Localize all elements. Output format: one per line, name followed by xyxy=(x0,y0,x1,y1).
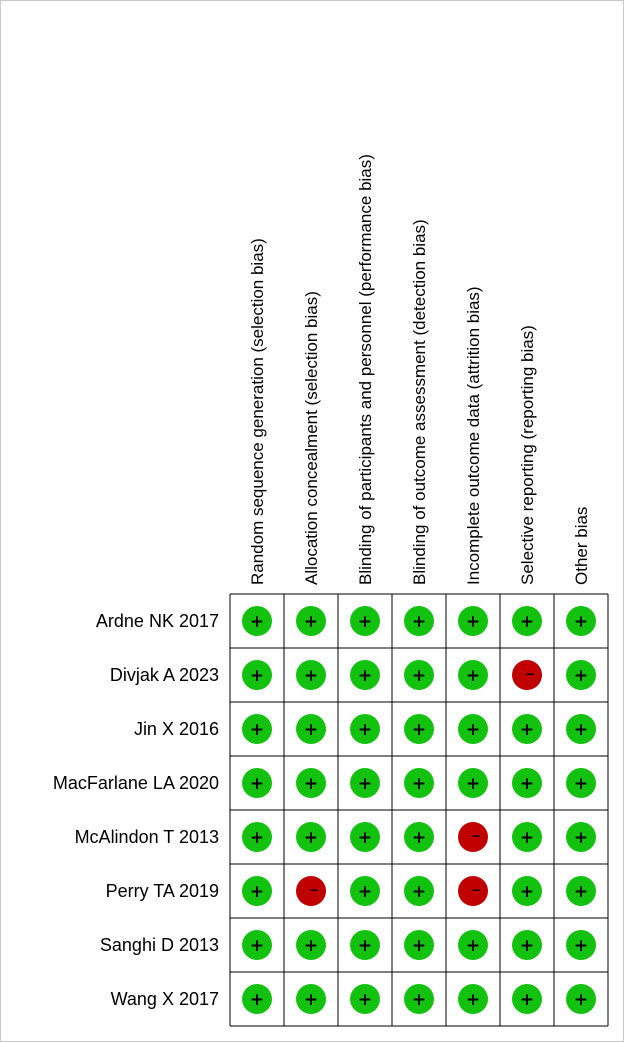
study-label: Divjak A 2023 xyxy=(109,665,219,685)
judgement-symbol: + xyxy=(465,990,481,1010)
judgement-symbol: + xyxy=(411,612,427,632)
judgement-symbol: + xyxy=(303,720,319,740)
judgement-symbol: + xyxy=(411,990,427,1010)
domain-label: Other bias xyxy=(572,506,591,585)
judgement-symbol: + xyxy=(303,990,319,1010)
judgement-symbol: + xyxy=(573,882,589,902)
judgement-symbol: − xyxy=(470,829,482,843)
judgement-symbol: + xyxy=(573,774,589,794)
domain-label: Selective reporting (reporting bias) xyxy=(518,325,537,585)
judgement-symbol: + xyxy=(519,774,535,794)
judgement-symbol: + xyxy=(465,936,481,956)
study-label: Jin X 2016 xyxy=(133,719,219,739)
judgement-symbol: + xyxy=(519,828,535,848)
study-label: McAlindon T 2013 xyxy=(74,827,219,847)
judgement-symbol: + xyxy=(303,774,319,794)
domain-label: Incomplete outcome data (attrition bias) xyxy=(464,286,483,585)
study-label: Wang X 2017 xyxy=(110,989,219,1009)
judgement-symbol: + xyxy=(303,666,319,686)
judgement-symbol: + xyxy=(303,612,319,632)
domain-label: Blinding of outcome assessment (detection bias) xyxy=(410,219,429,585)
judgement-symbol: + xyxy=(465,720,481,740)
judgement-symbol: + xyxy=(357,720,373,740)
judgement-symbol: + xyxy=(519,990,535,1010)
judgement-symbol: + xyxy=(411,720,427,740)
judgement-symbol: + xyxy=(357,666,373,686)
judgement-symbol: + xyxy=(357,882,373,902)
judgement-symbol: + xyxy=(519,936,535,956)
judgement-symbol: + xyxy=(519,612,535,632)
judgement-symbol: + xyxy=(357,828,373,848)
domain-label: Random sequence generation (selection bias) xyxy=(248,238,267,585)
judgement-symbol: + xyxy=(573,828,589,848)
judgement-symbol: − xyxy=(470,883,482,897)
domain-label: Allocation concealment (selection bias) xyxy=(302,291,321,585)
study-label: Sanghi D 2013 xyxy=(99,935,219,955)
judgement-symbol: + xyxy=(249,774,265,794)
judgement-symbol: + xyxy=(519,882,535,902)
judgement-symbol: + xyxy=(573,990,589,1010)
judgement-symbol: + xyxy=(249,990,265,1010)
judgement-symbol: + xyxy=(573,936,589,956)
judgement-symbol: + xyxy=(249,720,265,740)
judgement-symbol: + xyxy=(249,828,265,848)
judgement-symbol: + xyxy=(357,990,373,1010)
judgement-symbol: + xyxy=(249,612,265,632)
judgement-symbol: + xyxy=(411,936,427,956)
judgement-symbol: + xyxy=(249,882,265,902)
judgement-symbol: + xyxy=(411,774,427,794)
judgement-symbol: + xyxy=(249,936,265,956)
judgement-symbol: + xyxy=(303,828,319,848)
judgement-symbol: + xyxy=(411,828,427,848)
judgement-symbol: + xyxy=(411,882,427,902)
judgement-symbol: + xyxy=(357,612,373,632)
judgement-symbol: + xyxy=(357,774,373,794)
study-label: MacFarlane LA 2020 xyxy=(52,773,219,793)
judgement-symbol: + xyxy=(465,666,481,686)
judgement-symbol: + xyxy=(249,666,265,686)
judgement-symbol: + xyxy=(465,774,481,794)
judgement-symbol: + xyxy=(573,666,589,686)
judgement-symbol: + xyxy=(573,612,589,632)
judgement-symbol: + xyxy=(411,666,427,686)
judgement-symbol: + xyxy=(519,720,535,740)
study-label: Ardne NK 2017 xyxy=(95,611,219,631)
judgement-symbol: + xyxy=(303,936,319,956)
judgement-symbol: + xyxy=(465,612,481,632)
judgement-symbol: + xyxy=(573,720,589,740)
judgement-symbol: + xyxy=(357,936,373,956)
judgement-symbol: − xyxy=(308,883,320,897)
judgement-symbol: − xyxy=(524,667,536,681)
study-label: Perry TA 2019 xyxy=(105,881,219,901)
domain-label: Blinding of participants and personnel (performance bias) xyxy=(356,154,375,585)
